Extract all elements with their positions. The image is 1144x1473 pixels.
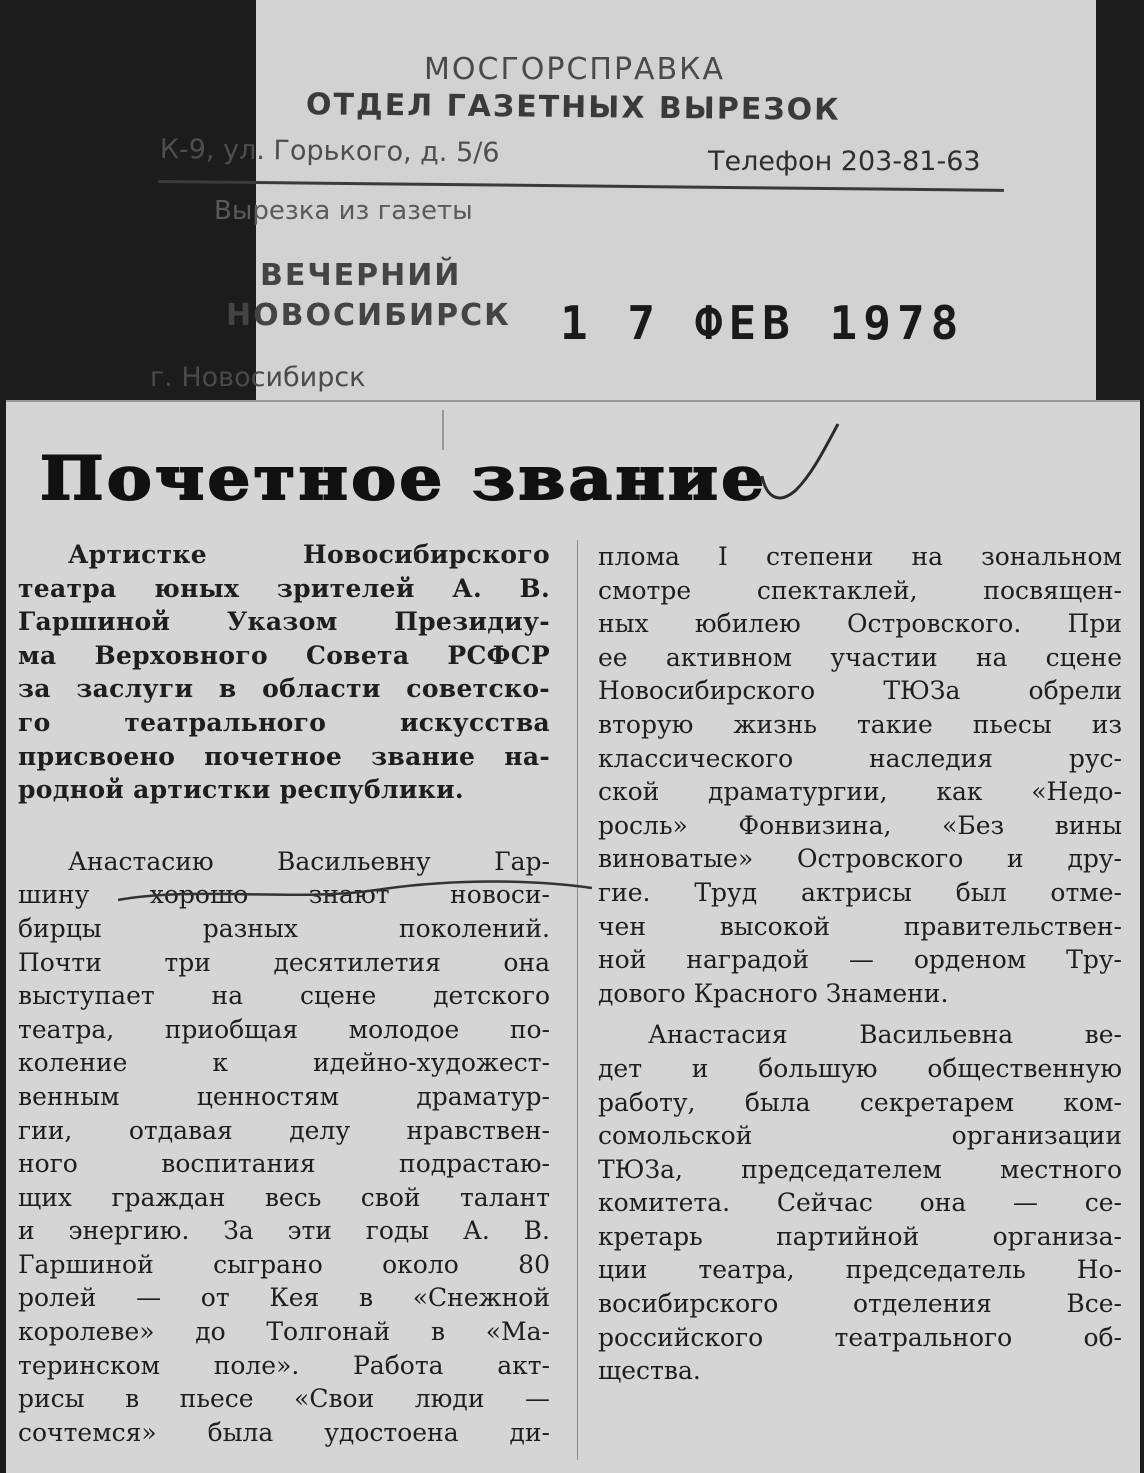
article-line: ного воспитания подрастаю-	[18, 1149, 550, 1179]
date-stamp: 1 7 ФЕВ 1978	[560, 296, 965, 350]
article-line: сомольской организации	[598, 1121, 1122, 1151]
clip-source-label: Вырезка из газеты	[214, 196, 473, 226]
article-line: классического наследия рус-	[598, 743, 1122, 773]
article-line: ролей — от Кея в «Снежной	[18, 1283, 550, 1313]
article-line: ее активном участии на сцене	[598, 642, 1122, 672]
article-line: ТЮЗа, председателем местного	[598, 1154, 1122, 1184]
article-line: ной наградой — орденом Тру-	[598, 945, 1122, 975]
article-line: ма Верховного Совета РСФСР	[18, 640, 550, 670]
article-line: комитета. Сейчас она — се-	[598, 1188, 1122, 1218]
article-line: теринском поле». Работа акт-	[18, 1350, 550, 1380]
article-line: щих граждан весь свой талант	[18, 1182, 550, 1212]
article-headline: Почетное звание	[40, 444, 768, 514]
article-line: родной артистки республики.	[18, 775, 464, 805]
article-line: театра юных зрителей А. В.	[18, 573, 550, 603]
bureau-phone: Телефон 203-81-63	[708, 146, 981, 177]
article-line: ции театра, председатель Но-	[598, 1255, 1122, 1285]
article-line: Почти три десятилетия она	[18, 947, 550, 977]
article-line: бирцы разных поколений.	[18, 913, 550, 943]
article-line: присвоено почетное звание на-	[18, 741, 550, 771]
newspaper-name-line2: НОВОСИБИРСК	[226, 298, 511, 333]
article-line: дового Красного Знамени.	[598, 978, 949, 1008]
article-line: щества.	[598, 1356, 701, 1386]
article-line: Гаршиной сыграно около 80	[18, 1249, 550, 1279]
article-left-column	[18, 538, 550, 1449]
clipping-bureau-slip	[128, 0, 1096, 400]
article-line: дет и большую общественную	[598, 1053, 1122, 1083]
article-line: виноватые» Островского и дру-	[598, 844, 1122, 874]
article-line: Анастасию Васильевну Гар-	[68, 846, 550, 876]
bureau-address: К-9, ул. Горького, д. 5/6	[159, 134, 500, 169]
newspaper-clipping	[6, 400, 1140, 1473]
article-line: за заслуги в области советско-	[18, 674, 550, 704]
checkmark-icon	[756, 420, 846, 510]
article-line: коление к идейно-художест-	[18, 1048, 550, 1078]
article-line: вторую жизнь такие пьесы из	[598, 709, 1122, 739]
pen-underline-mark	[116, 872, 596, 912]
article-line: плома I степени на зональном	[598, 542, 1122, 571]
article-line: Артистке Новосибирского	[68, 540, 550, 569]
article-line: гие. Труд актрисы был отме-	[598, 877, 1122, 907]
department-name: ОТДЕЛ ГАЗЕТНЫХ ВЫРЕЗОК	[305, 87, 841, 128]
article-line: Анастасия Васильевна ве-	[648, 1020, 1122, 1050]
article-line: работу, была секретарем ком-	[598, 1087, 1122, 1117]
article-line: восибирского отделения Все-	[598, 1289, 1122, 1319]
article-line: сочтемся» была удостоена ди-	[18, 1417, 550, 1447]
article-line: го театрального искусства	[18, 707, 550, 737]
article-line: Новосибирского ТЮЗа обрели	[598, 676, 1122, 706]
slip-divider	[158, 180, 1004, 192]
article-line: выступает на сцене детского	[18, 981, 550, 1011]
article-line: Гаршиной Указом Президиу-	[18, 607, 550, 637]
article-line: шину хорошо знают новоси-	[18, 880, 550, 910]
article-line: кретарь партийной организа-	[598, 1221, 1122, 1251]
article-line: ской драматургии, как «Недо-	[598, 777, 1122, 807]
article-line: театра, приобщая молодое по-	[18, 1014, 550, 1044]
newspaper-name-line1: ВЕЧЕРНИЙ	[260, 258, 462, 293]
article-line: королеве» до Толгонай в «Ма-	[18, 1317, 550, 1347]
article-line: рисы в пьесе «Свои люди —	[18, 1384, 550, 1414]
article-line: российского театрального об-	[598, 1322, 1122, 1352]
column-divider	[577, 540, 578, 1460]
paragraph-gap	[18, 807, 550, 845]
article-line: чен высокой правительствен-	[598, 911, 1122, 941]
bureau-name: МОСГОРСПРАВКА	[424, 52, 725, 87]
article-line: венным ценностям драматур-	[18, 1081, 550, 1111]
newspaper-city: г. Новосибирск	[150, 362, 366, 393]
article-line: смотре спектаклей, посвящен-	[598, 575, 1122, 605]
clipping-top-edge	[6, 400, 1140, 402]
paragraph-gap	[598, 1010, 1122, 1018]
article-line: ных юбилею Островского. При	[598, 609, 1122, 639]
article-line: гии, отдавая делу нравствен-	[18, 1115, 550, 1145]
article-line: и энергию. За эти годы А. В.	[18, 1216, 550, 1246]
article-line: росль» Фонвизина, «Без вины	[598, 810, 1122, 840]
article-right-column	[598, 540, 1122, 1388]
